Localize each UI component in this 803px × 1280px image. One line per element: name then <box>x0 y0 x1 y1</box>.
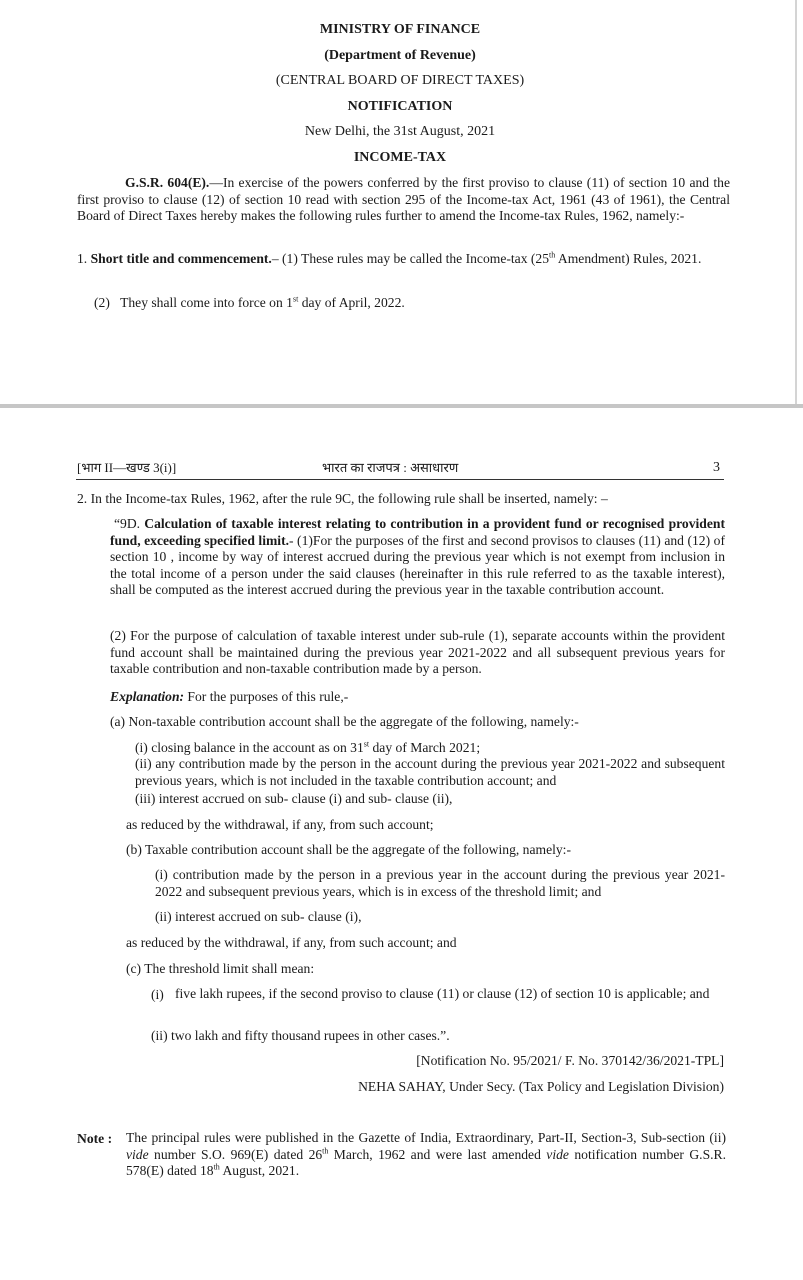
clause-b-ii: (ii) interest accrued on sub- clause (i), <box>155 909 362 924</box>
rule-9d-text: - (1)For the purposes of the first and second provisos to clauses (11) and (12) of section 10 , income by way of interest accrued during the previous year which is not exempt from inclusion in the total income of a person under the said clauses (hereinafter in this rule referred to as the taxable interest), shall be computed as the interest accrued during the previous year in the taxable contribution account. <box>110 532 725 598</box>
place-date: New Delhi, the 31st August, 2021 <box>304 124 496 139</box>
rule-1-num: 1. <box>77 251 88 266</box>
rule-1-sup: th <box>549 250 556 260</box>
explanation-label: Explanation: <box>110 689 185 704</box>
note-sup-2: th <box>213 1162 220 1172</box>
notification-number: [Notification No. 95/2021/ F. No. 370142/36/2021-TPL] <box>416 1053 724 1068</box>
clause-c-ii: (ii) two lakh and fifty thousand rupees in other cases.”. <box>151 1028 450 1043</box>
clause-a-reduced: as reduced by the withdrawal, if any, from such account; <box>126 817 434 832</box>
rule-9d <box>110 516 725 599</box>
rule-2: 2. In the Income-tax Rules, 1962, after the rule 9C, the following rule shall be inserted, namely: – <box>77 491 608 506</box>
clause-a-i-sup: st <box>363 739 370 749</box>
note-part-5: August, 2021. <box>219 1163 300 1179</box>
clause-c-heading: (c) The threshold limit shall mean: <box>126 961 315 976</box>
notification-heading: NOTIFICATION <box>347 99 453 114</box>
rule-1-text-a: – (1) These rules may be called the Income-tax (25 <box>271 251 550 266</box>
note-text <box>126 1130 726 1180</box>
gsr-paragraph <box>77 175 730 225</box>
rule-9d-prefix: “9D. <box>114 516 145 531</box>
header-rule <box>76 479 724 480</box>
explanation-text: For the purposes of this rule,- <box>184 689 349 704</box>
clause-b-i: (i) contribution made by the person in a previous year in the account during the previous year 2021-2022 and subsequent previous years, which is in excess of the threshold limit; and <box>155 867 725 899</box>
signatory: NEHA SAHAY, Under Secy. (Tax Policy and Legislation Division) <box>358 1079 724 1094</box>
clause-b-heading: (b) Taxable contribution account shall be the aggregate of the following, namely:- <box>126 842 571 857</box>
clause-c-i-num: (i) <box>151 987 164 1002</box>
page-number: 3 <box>713 460 720 475</box>
ministry-heading: MINISTRY OF FINANCE <box>319 22 481 37</box>
rule-1-text-b: Amendment) Rules, 2021. <box>555 251 702 266</box>
note-vide-2: vide <box>546 1146 569 1162</box>
gazette-title: भारत का राजपत्र : असाधारण <box>322 460 459 475</box>
clause-a-i-text-b: day of March 2021; <box>369 740 481 755</box>
note-label: Note : <box>77 1131 113 1146</box>
rule-9d-subrule-2: (2) For the purpose of calculation of taxable interest under sub-rule (1), separate accounts within the provident fund account shall be maintained during the previous year 2021-2022 and all subsequent previous years for taxable contribution and non-taxable contribution made by a person. <box>110 628 725 677</box>
rule-9d-title: Calculation of taxable interest relating to contribution in a provident fund or recognised provident fund, exceeding specified limit. <box>110 516 725 548</box>
clause-b-reduced: as reduced by the withdrawal, if any, from such account; and <box>126 935 457 950</box>
department-heading: (Department of Revenue) <box>324 48 476 63</box>
note-part-3: March, 1962 and were last amended <box>328 1146 547 1162</box>
clause-a-heading: (a) Non-taxable contribution account shall be the aggregate of the following, namely:- <box>110 714 579 729</box>
rule-1-2-text-b: day of April, 2022. <box>298 295 405 310</box>
rule-1-subrule-2 <box>94 294 405 311</box>
gsr-text: —In exercise of the powers conferred by the first proviso to clause (11) of section 10 and the first proviso to clause (12) of section 10 read with section 295 of the Income-tax Act, 1961 (43 of 1961), the Central Board of Direct Taxes hereby makes the following rules further to amend the Income-tax Rules, 1962, namely:- <box>77 175 730 224</box>
rule-1-title: Short title and commencement. <box>90 251 272 266</box>
subject-heading: INCOME-TAX <box>353 150 447 165</box>
explanation <box>110 688 348 705</box>
clause-c-i-text: five lakh rupees, if the second proviso to clause (11) or clause (12) of section 10 is applicable; and <box>175 986 710 1001</box>
rule-1-2-num: (2) <box>94 295 110 310</box>
clause-a-iii: (iii) interest accrued on sub- clause (i) and sub- clause (ii), <box>135 791 453 806</box>
note-part-1: The principal rules were published in the Gazette of India, Extraordinary, Part-II, Section-3, Sub-section (ii) <box>126 1130 726 1145</box>
rule-1-2-sup: st <box>292 294 299 304</box>
gsr-number: G.S.R. 604(E). <box>125 175 210 190</box>
note-part-4: notification number G.S.R. 578(E) dated 18 <box>126 1146 726 1179</box>
rule-1 <box>77 251 730 268</box>
clause-a-i <box>135 739 480 756</box>
gazette-part-label: [भाग II—खण्ड 3(i)] <box>77 460 177 475</box>
clause-a-ii: (ii) any contribution made by the person in the account during the previous year 2021-2022 and subsequent previous years, which is not included in the taxable contribution account; and <box>135 756 725 788</box>
clause-a-i-text-a: (i) closing balance in the account as on 31 <box>135 740 364 755</box>
note-part-2: number S.O. 969(E) dated 26 <box>148 1146 323 1162</box>
rule-1-2-text-a: They shall come into force on 1 <box>120 295 293 310</box>
note-sup-1: th <box>322 1146 329 1156</box>
board-heading: (CENTRAL BOARD OF DIRECT TAXES) <box>275 73 525 88</box>
note-vide-1: vide <box>126 1146 149 1162</box>
